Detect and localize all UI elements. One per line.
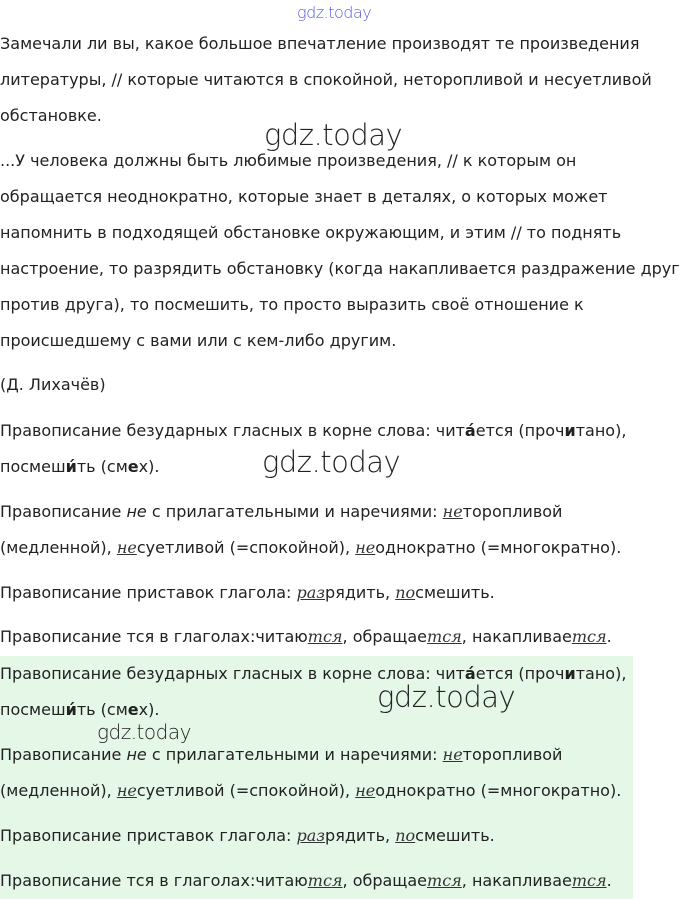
rule-tsya: Правописание тся в глаголах:читаются, обращается, накапливается.: [0, 627, 612, 646]
rule-prefix-repeat: Правописание приставок глагола: разрядить, посмешить.: [0, 826, 495, 845]
watermark: gdz.today: [264, 118, 403, 152]
text-line: настроение, то разрядить обстановку (когда накапливается раздражение друг: [0, 259, 680, 278]
rule-ne-repeat: Правописание не с прилагательными и наречиями: неторопливой (медленной), несуетливой (=спокойной), неоднократно (=многократно).: [0, 745, 622, 800]
text-line: Замечали ли вы, какое большое впечатление производят те произведения: [0, 34, 640, 53]
rule-vowels: Правописание безударных гласных в корне слова: чита́ется (прочитано), посмеши́ть (смех).: [0, 421, 627, 476]
text-line: обращается неоднократно, которые знает в деталях, о которых может: [0, 187, 608, 206]
text-line: обстановке.: [0, 106, 102, 125]
rule-prefix: Правописание приставок глагола: разрядить, посмешить.: [0, 583, 495, 602]
watermark: gdz.today: [377, 680, 516, 714]
rule-ne: Правописание не с прилагательными и наречиями: неторопливой (медленной), несуетливой (=спокойной), неоднократно (=многократно).: [0, 502, 622, 557]
text-line: напомнить в подходящей обстановке окружающим, и этим // то поднять: [0, 223, 622, 242]
text-line: происшедшему с вами или с кем-либо другим.: [0, 331, 397, 350]
text-line: ...У человека должны быть любимые произведения, // к которым он: [0, 151, 577, 170]
author: (Д. Лихачёв): [0, 375, 106, 394]
watermark: gdz.today: [262, 445, 401, 479]
rule-vowels-repeat: Правописание безударных гласных в корне слова: чита́ется (прочитано), посмеши́ть (смех).: [0, 664, 627, 719]
text-line: литературы, // которые читаются в спокойной, неторопливой и несуетливой: [0, 70, 652, 89]
paragraph-2: [0, 143, 680, 359]
text-line: против друга), то посмешить, то просто выразить своё отношение к: [0, 295, 584, 314]
rule-tsya-repeat: Правописание тся в глаголах:читаются, обращается, накапливается.: [0, 871, 612, 890]
watermark: gdz.today: [97, 720, 191, 744]
watermark-top: gdz.today: [297, 3, 372, 22]
